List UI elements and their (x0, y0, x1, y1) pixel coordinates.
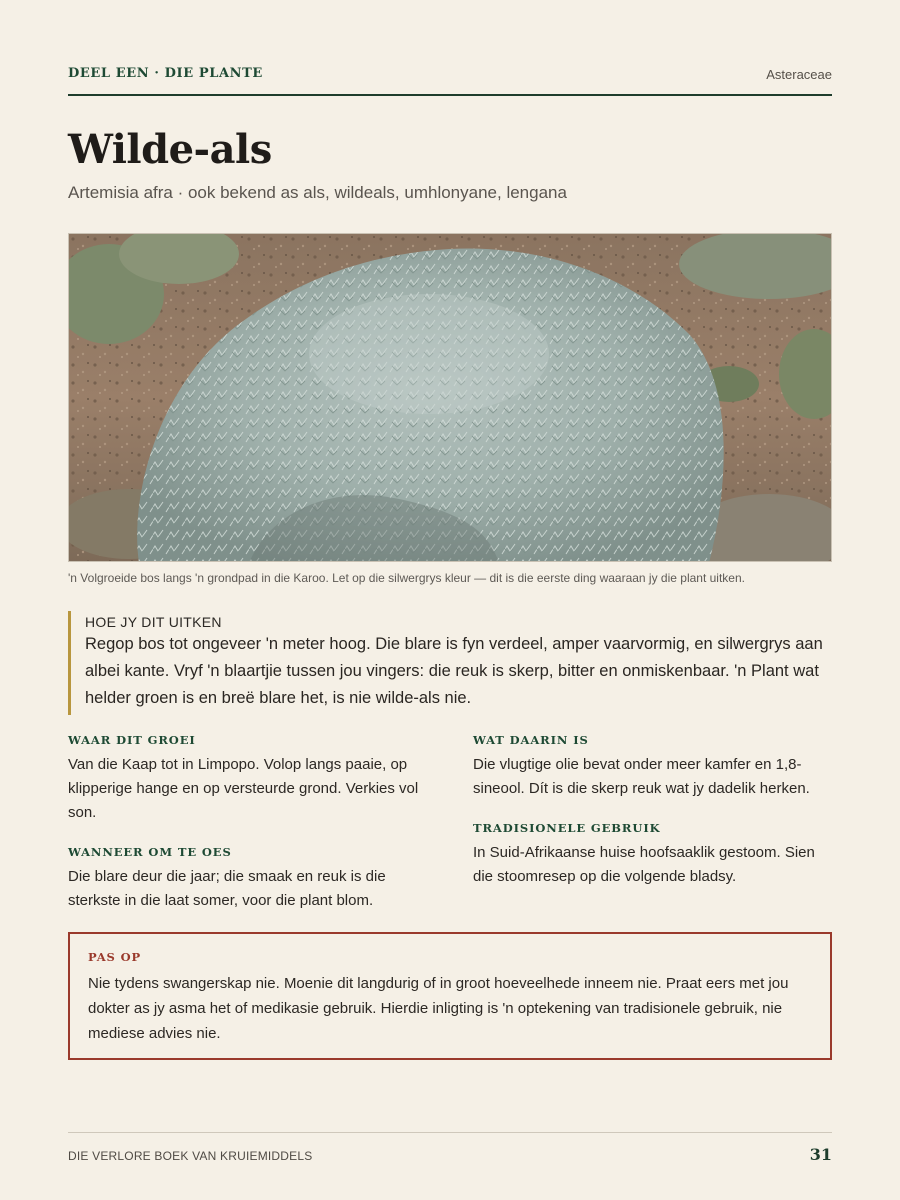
photo-caption: 'n Volgroeide bos langs 'n grondpad in die Karoo. Let op die silwergrys kleur — dit is die eerste ding waaraan jy die plant uitken. (68, 571, 745, 585)
section-text: Van die Kaap tot in Limpopo. Volop langs paaie, op klipperige hange en op versteurde grond. Verkies vol son. (68, 756, 419, 821)
section-text: Die vlugtige olie bevat onder meer kamfer en 1,8-sineool. Dít is die skerp reuk wat jy dadelik herken. (473, 756, 810, 797)
plant-photo-illustration (69, 234, 832, 562)
plant-subtitle: Artemisia afra · ook bekend as als, wildeals, umhlonyane, lengana (68, 183, 567, 202)
warning-heading: PAS OP (88, 950, 142, 964)
section-constituents (473, 733, 833, 801)
page-number: 31 (809, 1145, 832, 1164)
section-when-to-harvest (68, 845, 428, 913)
section-heading: WAAR DIT GROEI (68, 733, 196, 747)
identification-callout (68, 611, 832, 715)
plant-photo (68, 233, 832, 562)
identification-text: Regop bos tot ongeveer 'n meter hoog. Die blare is fyn verdeel, amper vaarvormig, en silwergrys aan albei kante. Vryf 'n blaartjie tussen jou vingers: die reuk is skerp, bitter en onmiskenbaar. 'n Plant wat helder groen is en breë blare het, is nie wilde-als nie. (85, 635, 823, 707)
section-label: DEEL EEN · DIE PLANTE (68, 66, 263, 81)
identification-heading: HOE JY DIT UITKEN (85, 614, 222, 630)
warning-box (68, 932, 832, 1060)
section-where-it-grows (68, 733, 428, 825)
section-text: Die blare deur die jaar; die smaak en reuk is die sterkste in die laat somer, voor die plant blom. (68, 868, 386, 909)
running-head (68, 64, 832, 96)
book-title: DIE VERLORE BOEK VAN KRUIEMIDDELS (68, 1149, 313, 1163)
plant-title: Wilde-als (68, 126, 272, 173)
page-footer (68, 1132, 832, 1172)
section-text: In Suid-Afrikaanse huise hoofsaaklik gestoom. Sien die stoomresep op die volgende bladsy. (473, 844, 815, 885)
book-page (68, 0, 832, 1200)
right-column (473, 733, 833, 909)
left-column (68, 733, 428, 933)
section-heading: TRADISIONELE GEBRUIK (473, 821, 661, 835)
section-traditional-use (473, 821, 833, 889)
section-heading: WAT DAARIN IS (473, 733, 589, 747)
section-heading: WANNEER OM TE OES (68, 845, 232, 859)
warning-text: Nie tydens swangerskap nie. Moenie dit langdurig of in groot hoeveelhede inneem nie. Praat eers met jou dokter as jy asma het of medikasie gebruik. Hierdie inligting is 'n optekening van tradisionele gebruik, nie mediese advies nie. (88, 975, 789, 1042)
plant-family-label: Asteraceae (766, 67, 832, 82)
